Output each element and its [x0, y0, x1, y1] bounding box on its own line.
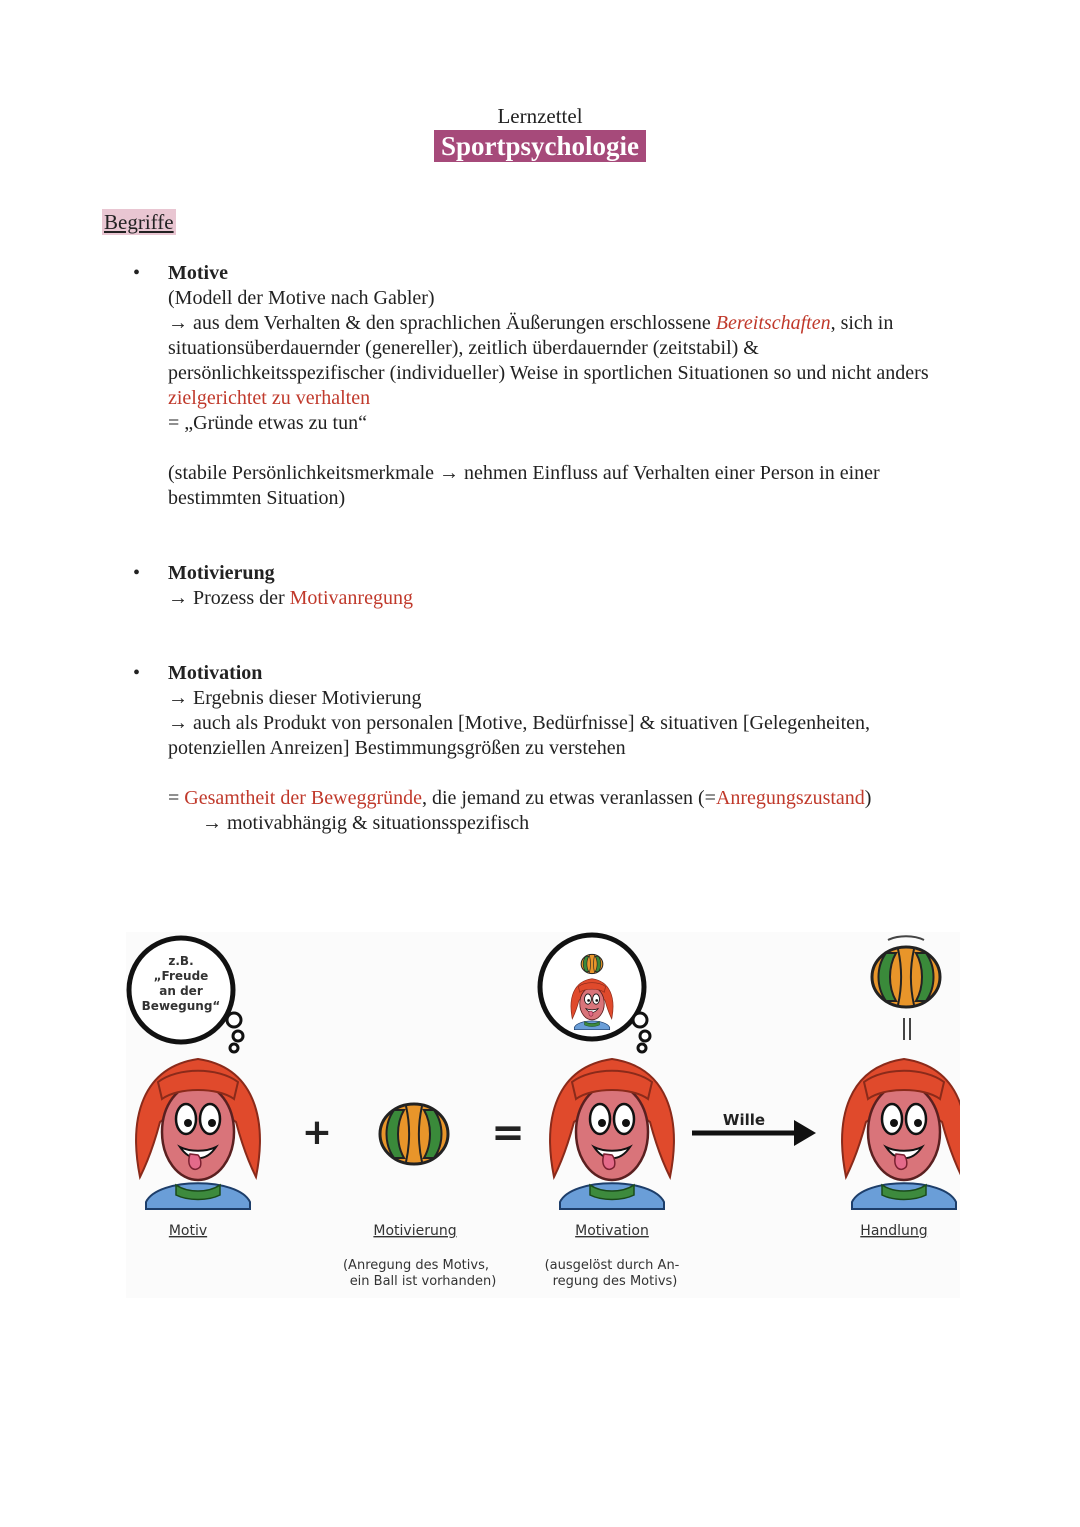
bullet-icon: •	[133, 262, 141, 284]
page-kicker: Lernzettel	[497, 104, 583, 128]
label-motiv: Motiv	[168, 1223, 208, 1239]
caption-motivierung-2: ein Ball ist vorhanden)	[349, 1274, 497, 1289]
label-motivierung: Motivierung	[373, 1223, 457, 1239]
motivation-diagram	[126, 932, 960, 1298]
arrow-icon: →	[168, 587, 188, 609]
bubble-text-4: Bewegung“	[141, 999, 221, 1013]
character-motiv-icon	[136, 1059, 260, 1209]
list-item-motivation	[168, 661, 968, 836]
motive-def-text-2: , sich in situationsüberdauernder (genereller), zeitlich überdauernder (zeitstabil) & persönlichkeitsspezifischer (individueller) Weise in sportlichen Situationen so und nicht anders	[168, 312, 929, 384]
thought-bubble-motiv	[129, 938, 243, 1052]
caption-motivation-1: (ausgelöst durch An-	[544, 1258, 680, 1273]
page-title: Sportpsychologie	[434, 130, 646, 162]
motive-note-text-2: nehmen Einfluss auf Verhalten einer Person in einer bestimmten Situation)	[168, 462, 880, 509]
motive-def-text: aus dem Verhalten & den sprachlichen Äußerungen erschlossene	[193, 312, 716, 334]
ball-icon	[380, 1104, 448, 1164]
equals-icon: =	[491, 1110, 525, 1156]
character-motivation-icon	[550, 1059, 674, 1209]
arrow-icon: →	[168, 712, 188, 734]
bullet-icon: •	[133, 662, 141, 684]
header	[0, 104, 1080, 162]
motive-equation: = „Gründe etwas zu tun“	[168, 412, 367, 434]
motive-note	[168, 461, 968, 511]
motive-note-text: (stabile Persönlichkeitsmerkmale	[168, 462, 440, 484]
motivation-eq-text-3: )	[864, 787, 872, 809]
motivation-subpoint-text: motivabhängig & situationsspezifisch	[227, 812, 530, 834]
motivierung-def-text: Prozess der	[193, 587, 290, 609]
motivation-line-1	[168, 686, 968, 711]
character-handlung-icon	[842, 1059, 960, 1209]
motivation-line-1-text: Ergebnis dieser Motivierung	[193, 687, 422, 709]
label-handlung: Handlung	[860, 1223, 928, 1239]
bubble-text-2: „Freude	[153, 969, 209, 983]
thought-bubble-motivation	[540, 935, 650, 1052]
arrow-icon: →	[202, 812, 222, 834]
motivation-equation	[168, 786, 968, 811]
label-motivation: Motivation	[575, 1223, 649, 1239]
arrow-icon: →	[168, 312, 188, 334]
bubble-text-3: an der	[159, 984, 203, 998]
bullet-icon: •	[133, 562, 141, 584]
motivation-eq-text-2: , die jemand zu etwas veranlassen (=	[421, 787, 716, 809]
list-item-motive	[168, 261, 968, 511]
arrow-icon: →	[439, 462, 460, 484]
diagram-svg	[126, 932, 960, 1298]
motivierung-def-highlight: Motivanregung	[289, 587, 413, 609]
motivation-eq-highlight-2: Anregungszustand	[715, 787, 865, 809]
motive-definition	[168, 311, 968, 411]
bouncing-ball-icon	[872, 947, 940, 1007]
list-item-motivierung	[168, 561, 968, 611]
motivierung-definition	[168, 586, 968, 611]
motivation-eq-text: =	[168, 787, 185, 809]
plus-icon: +	[301, 1112, 333, 1153]
motivation-line-2-text: auch als Produkt von personalen [Motive, Bedürfnisse] & situativen [Gelegenheiten, potenziellen Anreizen] Bestimmungsgrößen zu verstehen	[168, 712, 871, 759]
motive-def-highlight: Bereitschaften	[715, 312, 831, 334]
small-ball-icon	[581, 954, 603, 973]
motivation-eq-highlight: Gesamtheit der Beweggründe	[184, 787, 422, 809]
motivation-subpoint	[168, 811, 968, 836]
term-motivierung: Motivierung	[168, 562, 275, 584]
motivation-line-2	[168, 711, 968, 761]
caption-motivierung-1: (Anregung des Motivs,	[342, 1258, 490, 1273]
term-motive: Motive	[168, 262, 228, 284]
bubble-text-1: z.B.	[168, 954, 194, 968]
section-heading: Begriffe	[104, 210, 174, 234]
motive-subtitle: (Modell der Motive nach Gabler)	[168, 287, 435, 309]
arrow-label-wille: Wille	[722, 1111, 766, 1129]
motive-def-highlight-2: zielgerichtet zu verhalten	[168, 387, 371, 409]
caption-motivation-2: regung des Motivs)	[552, 1274, 678, 1289]
term-motivation: Motivation	[168, 662, 263, 684]
arrow-icon: →	[168, 687, 188, 709]
